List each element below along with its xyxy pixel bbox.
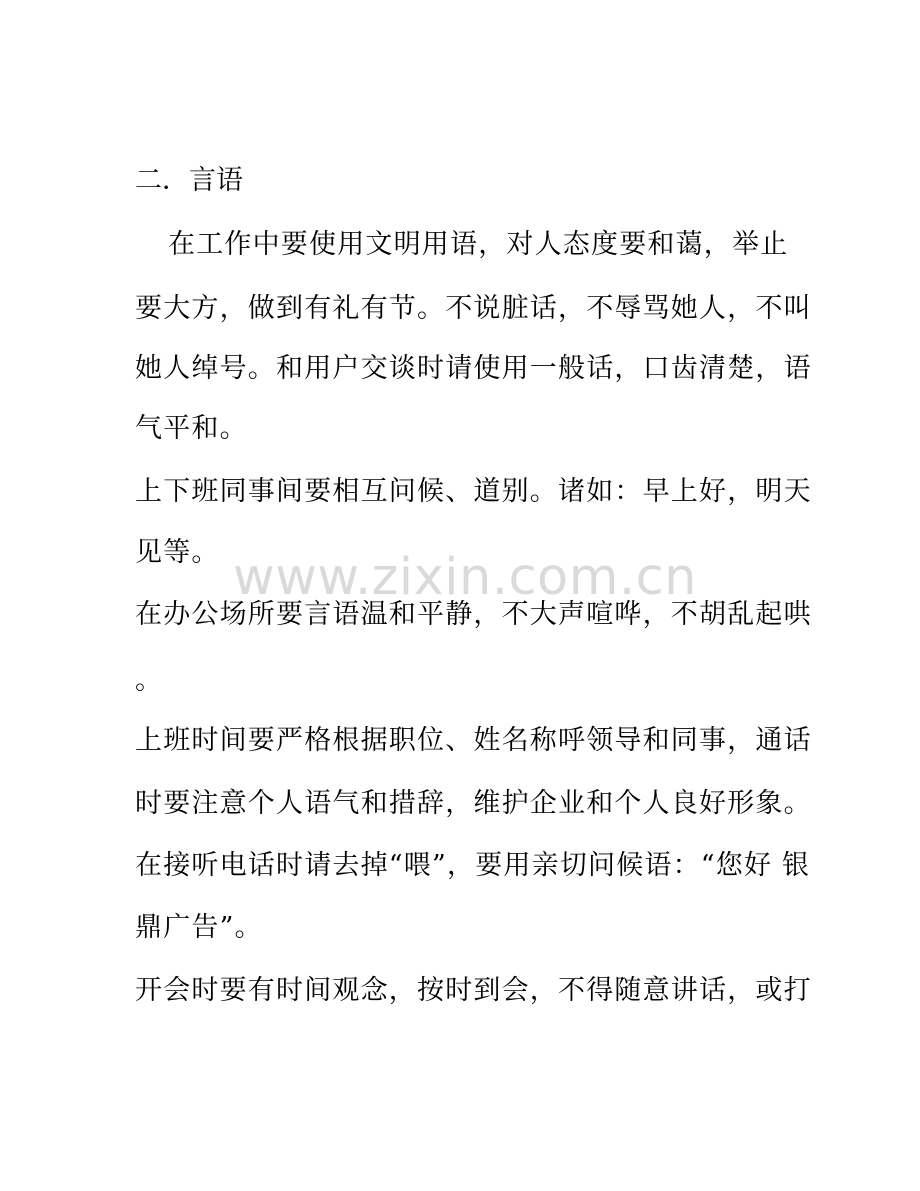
paragraph-line: 气平和。 [135,413,248,444]
paragraph-line: 时要注意个人语气和措辞，维护企业和个人良好形象。 [135,788,812,819]
paragraph-line: 上班时间要严格根据职位、姓名称呼领导和同事，通话 [135,725,812,756]
paragraph-line: 在工作中要使用文明用语，对人态度要和蔼，举止 [168,229,789,260]
paragraph-line: 开会时要有时间观念，按时到会，不得随意讲话，或打 [135,975,812,1006]
section-heading: 二．言语 [135,165,243,196]
paragraph-line: 要大方，做到有礼有节。不说脏话，不辱骂她人，不叫 [135,293,812,324]
watermark: www.zixin.com.cn [233,548,697,607]
paragraph-line: 上下班同事间要相互问候、道别。诸如：早上好，明天 [135,476,812,507]
paragraph-line: 鼎广告”。 [135,912,263,943]
paragraph-line: 见等。 [135,537,220,568]
paragraph-line: 。 [135,665,164,696]
paragraph-line: 在接听电话时请去掉“喂”，要用亲切问候语：“您好 银 [135,850,811,881]
paragraph-line: 在办公场所要言语温和平静，不大声喧哗，不胡乱起哄 [135,599,812,630]
paragraph-line: 她人绰号。和用户交谈时请使用一般话，口齿清楚，语 [135,353,812,384]
